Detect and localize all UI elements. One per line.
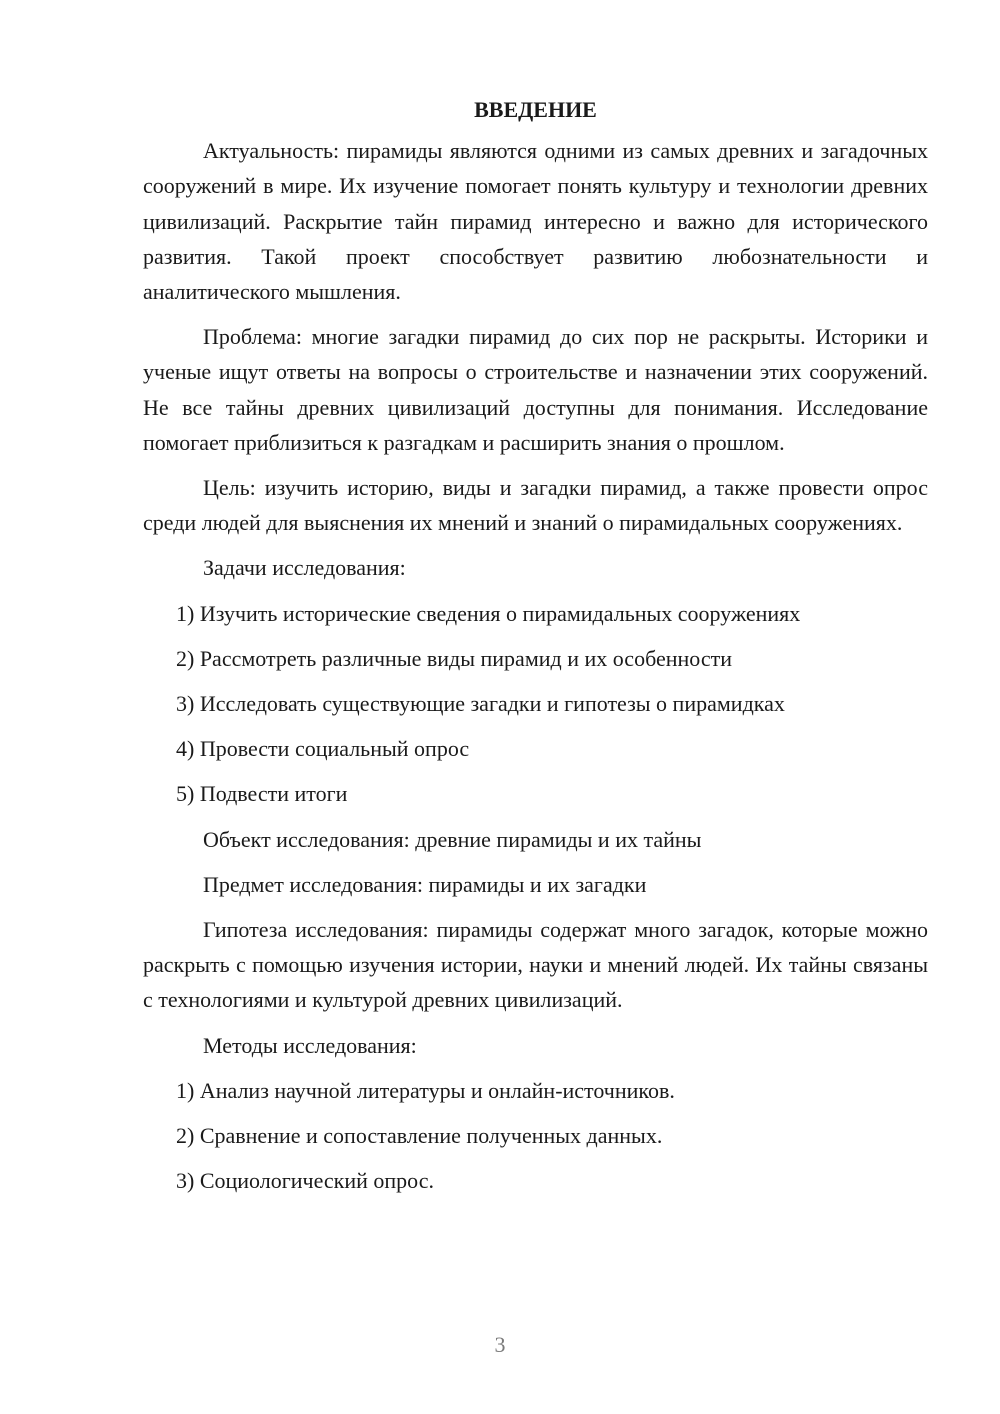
list-item: 4) Провести социальный опрос (176, 736, 470, 762)
object-line: Объект исследования: древние пирамиды и их тайны (203, 826, 702, 852)
list-item: 2) Рассмотреть различные виды пирамид и их особенности (176, 645, 732, 671)
subject-line: Предмет исследования: пирамиды и их загадки (203, 871, 647, 897)
methods-list (143, 1073, 928, 1199)
tasks-list (143, 596, 928, 812)
goal-paragraph: Цель: изучить историю, виды и загадки пирамид, а также провести опрос среди людей для выяснения их мнений и знаний о пирамидальных сооружениях. (143, 475, 928, 536)
relevance-paragraph: Актуальность: пирамиды являются одними из самых древних и загадочных сооружений в мире. Их изучение помогает понять культуру и технологии древних цивилизаций. Раскрытие тайн пирамид интересно и важно для исторического развития. Такой проект способствует развитию любознательности и аналитического мышления. (143, 138, 928, 305)
section-heading: ВВЕДЕНИЕ (474, 97, 597, 122)
list-item: 3) Исследовать существующие загадки и гипотезы о пирамидках (176, 691, 785, 717)
page-number: 3 (494, 1332, 506, 1357)
problem-paragraph: Проблема: многие загадки пирамид до сих пор не раскрыты. Историки и ученые ищут ответы на вопросы о строительстве и назначении этих сооружений. Не все тайны древних цивилизаций доступны для понимания. Исследование помогает приблизиться к разгадкам и расширить знания о прошлом. (143, 324, 928, 455)
document-page (143, 92, 928, 1208)
list-item: 1) Анализ научной литературы и онлайн-источников. (176, 1077, 675, 1103)
tasks-heading: Задачи исследования: (203, 555, 406, 581)
methods-heading: Методы исследования: (203, 1032, 417, 1058)
list-item: 1) Изучить исторические сведения о пирамидальных сооружениях (176, 600, 801, 626)
list-item: 5) Подвести итоги (176, 781, 348, 807)
list-item: 2) Сравнение и сопоставление полученных данных. (176, 1123, 663, 1149)
hypothesis-paragraph: Гипотеза исследования: пирамиды содержат много загадок, которые можно раскрыть с помощью изучения истории, науки и мнений людей. Их тайны связаны с технологиями и культурой древних цивилизаций. (143, 917, 928, 1013)
list-item: 3) Социологический опрос. (176, 1168, 434, 1194)
